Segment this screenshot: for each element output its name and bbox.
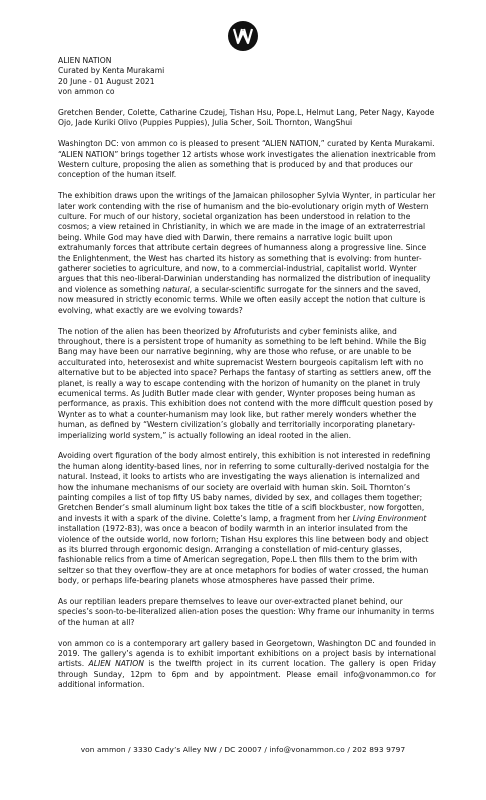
venue-name: von ammon co	[58, 87, 115, 97]
emphasis-text: natural	[162, 284, 190, 294]
paragraph-text: is the twelfth project in its current location. The gallery is open Friday through Sunday, 12pm to 6pm and by appointment. Please email info@vonammon.co for additional information.	[58, 659, 436, 690]
paragraph-question: As our reptilian leaders prepare themselves to leave our over-extracted planet behind, our species’s soon-to-be-literalized alien-ation poses the question: Why frame our inhumanity in terms of the human at all?	[58, 597, 435, 627]
gallery-info	[58, 639, 436, 691]
paragraph-text: installation (1972-83), was once a beacon of bodily warmth in an interior insulated from the violence of the outside world, now forlorn; Tishan Hsu explores this line between body and object as its blurred through ergonomic design. Arranging a constellation of mid-century glasses, fashionable relics from a time of American segregation, Pope.L then fills them to the brim with seltzer so that they overflow–they are at once metaphors for bodies of water crossed, the human body, or perhaps life-bearing planets whose atmospheres have passed their prime.	[58, 524, 429, 586]
vac-monogram-icon	[227, 20, 259, 52]
paragraph-wynter	[58, 191, 436, 316]
intro-paragraph: Washington DC: von ammon co is pleased to present “ALIEN NATION,” curated by Kenta Murakami. “ALIEN NATION” brings together 12 artists whose work investigates the alienation inextricable from Western culture, proposing the alien as something that is produced by and that produces our conception of the human itself.	[58, 139, 436, 180]
paragraph-text: , a secular-scientific surrogate for the sinners and the saved, now measured in strictly economic terms. While we often easily accept the notion that culture is evolving, what exactly are we evolving towards?	[58, 284, 426, 315]
header-block	[58, 56, 436, 98]
curator-line: Curated by Kenta Murakami	[58, 66, 165, 76]
artist-list: Gretchen Bender, Colette, Catharine Czudej, Tishan Hsu, Pope.L, Helmut Lang, Peter Nagy, Kayode Ojo, Jade Kuriki Olivo (Puppies Puppies), Julia Scher, SoiL Thornton, WangShui	[58, 108, 435, 128]
footer-contact: von ammon / 3330 Cady’s Alley NW / DC 20007 / info@vonammon.co / 202 893 9797	[80, 745, 406, 754]
paragraph-text: von ammon co is a contemporary art gallery based in Georgetown, Washington DC and founded in 2019. The gallery’s agenda is to exhibit important exhibitions on a project basis by international artists.	[58, 638, 436, 669]
exhibition-title: ALIEN NATION	[58, 56, 112, 65]
gallery-logo	[227, 20, 259, 52]
paragraph-text: The exhibition draws upon the writings of the Jamaican philosopher Sylvia Wynter, in particular her later work contending with the rise of humanism and the bio-evolutionary origin myth of Western culture. For much of our history, societal organization has been understood in relation to the cosmos; a view retained in Christianity, in which we are made in the image of an extraterrestrial being. While God may have died with Darwin, there remains a narrative logic built upon extrahumanly forces that attribute certain degrees of humanness along a progressive line. Since the Enlightenment, the West has charted its history as something that is evolving: from hunter-gatherer societies to agriculture, and now, to a commercial-industrial, capitalist world. Wynter argues that this neo-liberal-Darwinian understanding has normalized the distribution of inequality and violence as something	[58, 191, 436, 294]
paragraph-artists	[58, 451, 436, 586]
emphasis-text: ALIEN NATION	[88, 659, 144, 669]
paragraph-text: Avoiding overt figuration of the body almost entirely, this exhibition is not interested in redefining the human along identity-based lines, nor in referring to some culturally-derived nostalgia for the natural. Instead, it looks to artists who are investigating the ways alienation is internalized and how the inhumane mechanisms of our society are overlaid with human skin. SoiL Thornton’s painting compiles a list of top fifty US baby names, divided by sex, and collages them together; Gretchen Bender’s small aluminum light box takes the title of a scifi blockbuster, now forgotten, and invests it with a spark of the divine. Colette’s lamp, a fragment from her	[58, 451, 431, 523]
paragraph-alien: The notion of the alien has been theorized by Afrofuturists and cyber feminists alike, and throughout, there is a persistent trope of humanity as something to be left behind. While the Big Bang may have been our narrative beginning, why are those who refuse, or are unable to be acculturated into, heterosexist and white supremacist Western bourgeois capitalism left with no alternative but to be abjected into space? Perhaps the fantasy of starting as settlers anew, off the planet, is really a way to escape contending with the horizon of humanity on the planet in truly ecumenical terms. As Judith Butler made clear with gender, Wynter proposes being human as performance, as praxis. This exhibition does not contend with the more difficult question posed by Wynter as to what a counter-humanism may look like, but rather merely wonders whether the human, as defined by “Western civilization’s globally and territorially incorporating planetary-imperializing world system,” is actually following an ideal rooted in the alien.	[58, 326, 434, 440]
exhibition-dates: 20 June - 01 August 2021	[58, 76, 155, 86]
press-release	[58, 56, 436, 701]
emphasis-text: Living Environment	[352, 513, 427, 523]
